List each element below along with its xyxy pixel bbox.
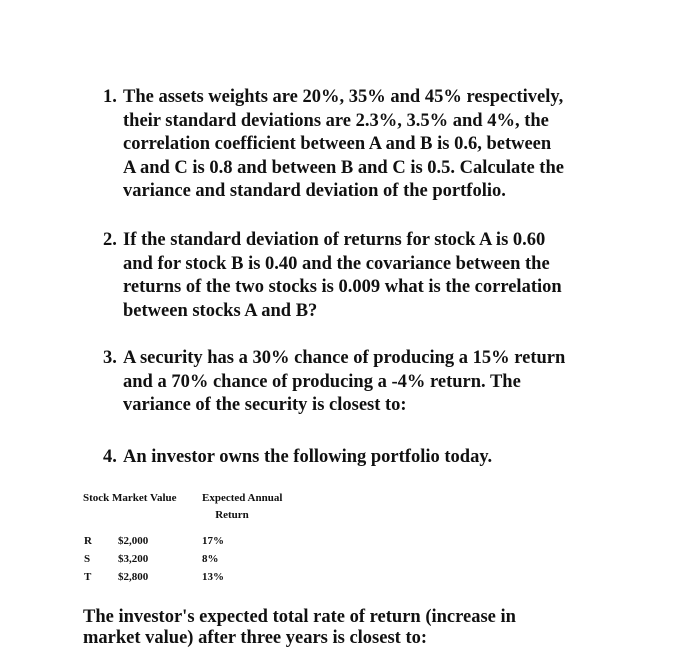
cell-market-value: $2,000	[118, 535, 149, 547]
text-line: and for stock B is 0.40 and the covariance between the	[123, 253, 550, 274]
cell-market-value: $2,800	[118, 571, 149, 583]
text-line: A and C is 0.8 and between B and C is 0.5. Calculate the	[123, 157, 564, 178]
question-text	[123, 347, 663, 418]
text-line: their standard deviations are 2.3%, 3.5% and 4%, the	[123, 110, 549, 131]
question-text	[123, 86, 663, 204]
cell-expected-return: 8%	[202, 553, 219, 565]
question-number: 2.	[103, 230, 117, 250]
question-number: 4.	[103, 447, 117, 467]
question-2	[103, 229, 663, 323]
table-header-expected-annual: Expected Annual	[202, 492, 283, 504]
cell-expected-return: 13%	[202, 571, 224, 583]
cell-stock: S	[84, 553, 91, 565]
cell-stock: R	[84, 535, 92, 547]
text-line: and a 70% chance of producing a -4% return. The	[123, 371, 521, 392]
closing-question	[83, 607, 643, 649]
text-line: The investor's expected total rate of return (increase in	[83, 607, 516, 627]
question-number: 1.	[103, 87, 117, 107]
table-header-stock-market-value: Stock Market Value	[83, 492, 177, 504]
table-header-return: Return	[215, 509, 249, 521]
question-3	[103, 347, 663, 418]
text-line: variance of the security is closest to:	[123, 395, 407, 415]
question-text	[123, 446, 663, 470]
text-line: If the standard deviation of returns for stock A is 0.60	[123, 230, 546, 250]
question-4	[103, 446, 663, 470]
text-line: The assets weights are 20%, 35% and 45% respectively,	[123, 87, 564, 107]
text-line: A security has a 30% chance of producing a 15% return	[123, 348, 566, 368]
text-line: between stocks A and B?	[123, 300, 318, 321]
question-1	[103, 86, 663, 204]
question-number: 3.	[103, 348, 117, 368]
question-text	[123, 229, 663, 323]
cell-market-value: $3,200	[118, 553, 149, 565]
cell-stock: T	[84, 571, 92, 583]
text-line: variance and standard deviation of the portfolio.	[123, 181, 506, 201]
text-line: An investor owns the following portfolio today.	[123, 447, 493, 467]
cell-expected-return: 17%	[202, 535, 224, 547]
text-line: market value) after three years is closest to:	[83, 628, 428, 648]
text-line: correlation coefficient between A and B is 0.6, between	[123, 134, 552, 154]
text-line: returns of the two stocks is 0.009 what is the correlation	[123, 277, 562, 297]
